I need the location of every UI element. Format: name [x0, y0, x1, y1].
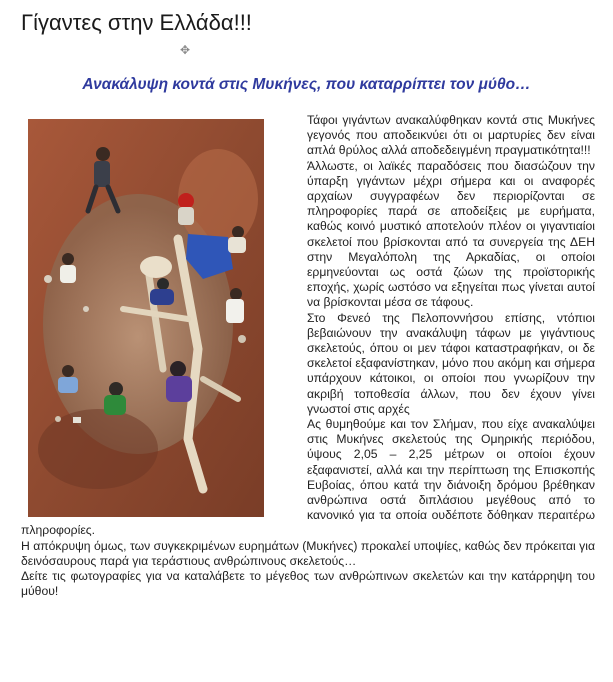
article-paragraph: Τάφοι γιγάντων ανακαλύφθηκαν κοντά στις Μυκήνες γεγονός που αποδεικνύει ότι οι μαρτυρίες δεν είναι απλά θρύλος αλλά αποδεδειγμένη πραγματικότητα!!!: [307, 113, 595, 158]
article-paragraph: Ας θυμηθούμε και τον Σλήμαν, που είχε ανακαλύψει στις Μυκήνες σκελετούς της Ομηρικής περιόδου, ύψους 2,05 – 2,25 μέτρων οι οποίοι έχουν εξαφανιστεί, αλλά και την περίπτωση της Επισκοπής Ευβοίας, όπου κατά την διάνοιξη δρόμου βρέθηκαν ανθρώπινα οστά διπλάσιου μεγέθους από το κανονικό για τα οποία ουδέποτε δόθηκαν περαιτέρω πληροφορίες.: [21, 417, 595, 538]
article-body: [21, 113, 595, 600]
article-paragraph: Δείτε τις φωτογραφίες για να καταλάβετε το μέγεθος των ανθρώπινων σκελετών και την κατάρρηψη του μύθου!: [21, 569, 595, 599]
image-float-spacer: [21, 113, 307, 513]
share-icon[interactable]: ✥: [180, 43, 191, 57]
article-paragraph: Άλλωστε, οι λαϊκές παραδόσεις που διασώζουν την ύπαρξη γιγάντων μέχρι σήμερα και οι αναφορές αρχαίων συγγραφέων δεν περιορίζονται σε πληροφορίες παρά σε αποδείξεις με ευρήματα, καθώς κοινό μυστικό αποτελούν πλέον οι γιγαντιαίοι σκελετοί που βρίσκονται από τα συνεργεία της ΔΕΗ στην Μεγαλόπολη της Αρκαδίας, οι οποίοι ερμηνεύονται ως οστά ζώων της προϊστορικής εποχής, χωρίς ωστόσο να εξηγείται πως γίνεται αυτοί να βρίσκονται μέσα σε τάφους.: [307, 158, 595, 310]
article-paragraph: Η απόκρυψη όμως, των συγκεκριμένων ευρημάτων (Μυκήνες) προκαλεί υποψίες, καθώς δεν πρόκειται για δεινόσαυρους παρά για τεράστιους ανθρώπινους σκελετούς…: [21, 538, 595, 568]
article-paragraph: Στο Φενεό της Πελοποννήσου επίσης, ντόπιοι βεβαιώνουν την ανακάλυψη τάφων με γιγάντιους σκελετούς, όπου οι μεν τάφοι καταστραφήκαν, οι δε σκελετοί εξαφανίστηκαν, μόνο που ακόμη και σήμερα υπάρχουν κάτοικοι, οι οποίοι που γνωρίζουν την ακριβή τοποθεσία άλλων, που δεν έχουν γίνει γνωστοί στις αρχές: [307, 310, 595, 416]
article-subtitle: Ανακάλυψη κοντά στις Μυκήνες, που καταρρίπτει τον μύθο…: [82, 76, 531, 93]
page-title: Γίγαντες στην Ελλάδα!!!: [21, 10, 252, 35]
